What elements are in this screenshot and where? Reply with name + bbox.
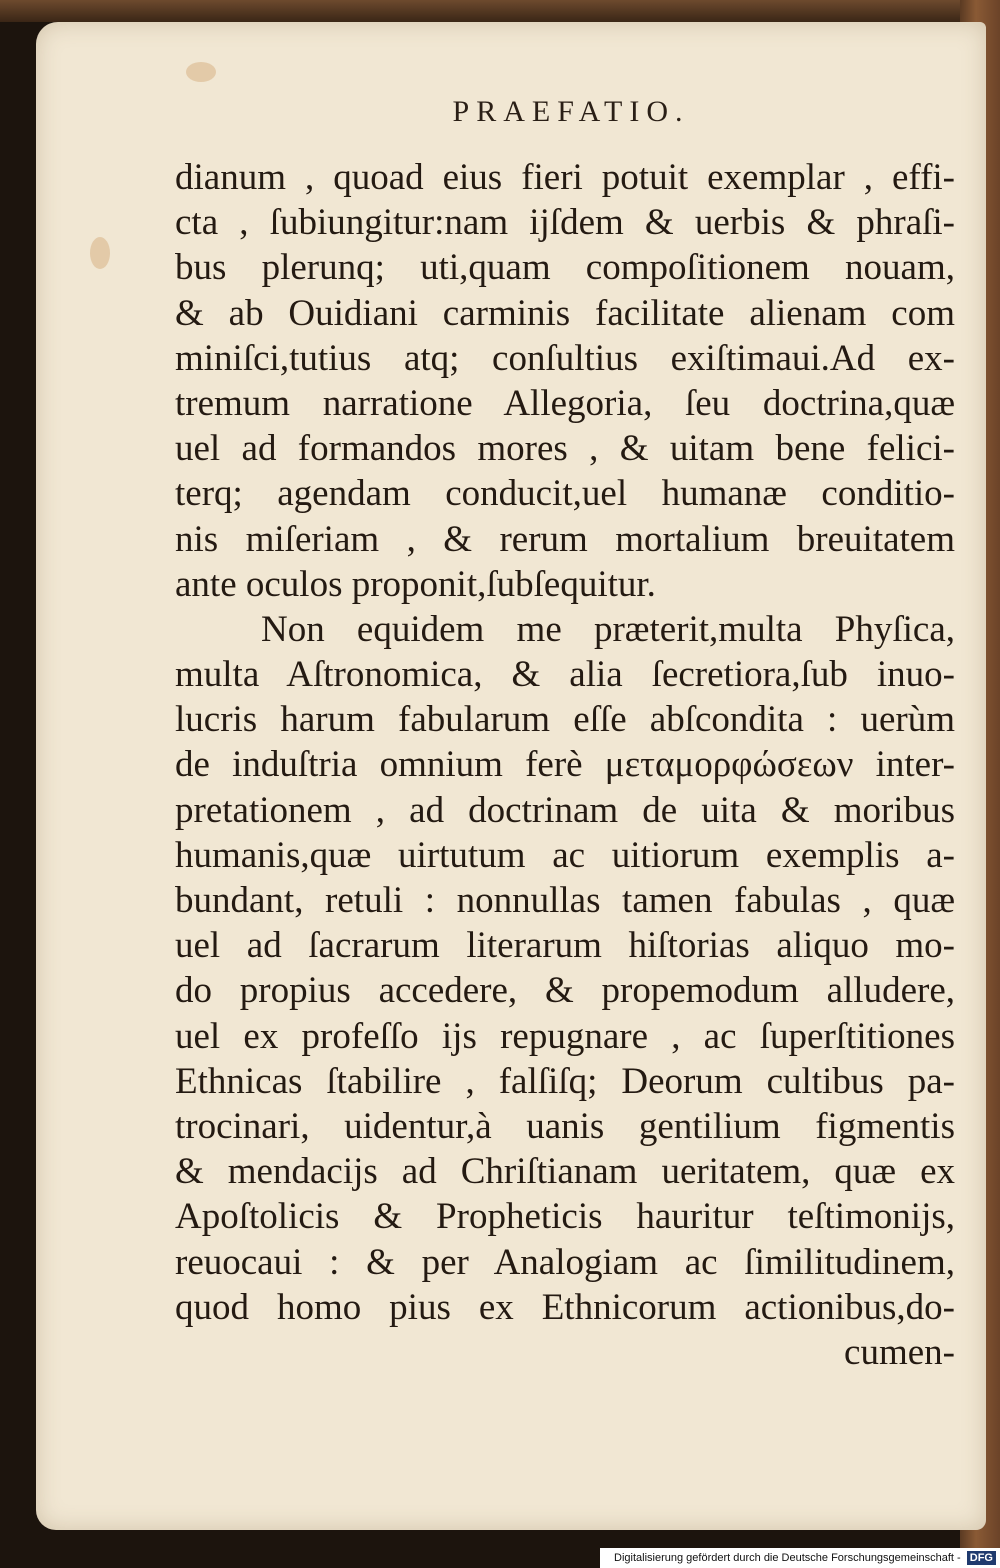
catchword: cumen- (844, 1331, 955, 1373)
text-line: pretationem , ad doctrinam de uita & moribus (175, 789, 955, 831)
text-line: ante oculos proponit,ſubſequitur. (175, 563, 656, 605)
digitization-credit (600, 1548, 1000, 1568)
text-line: dianum , quoad eius fieri potuit exemplar , effi- (175, 157, 955, 198)
dfg-logo: DFG (967, 1551, 996, 1565)
body-text (175, 155, 955, 1375)
text-line: terq; agendam conducit,uel humanæ conditio- (175, 473, 955, 515)
text-line: multa Aſtronomica, & alia ſecretiora,ſub inuo- (175, 654, 955, 696)
text-line: do propius accedere, & propemodum alludere, (175, 970, 955, 1012)
text-line: nis miſeriam , & rerum mortalium breuitatem (175, 518, 955, 560)
text-line: bus plerunq; uti,quam compoſitionem nouam, (175, 247, 955, 289)
text-line: Non equidem me præterit,multa Phyſica, (261, 608, 955, 650)
text-line: lucris harum fabularum eſſe abſcondita : uerùm (175, 699, 955, 741)
text-line: trocinari, uidentur,à uanis gentilium figmentis (175, 1105, 955, 1147)
text-line: Apoſtolicis & Propheticis hauritur teſtimonijs, (175, 1196, 955, 1238)
text-line: reuocaui : & per Analogiam ac ſimilitudinem, (175, 1241, 955, 1283)
text-line: humanis,quæ uirtutum ac uitiorum exemplis a- (175, 834, 955, 876)
book-top-edge (0, 0, 1000, 22)
text-line: Ethnicas ſtabilire , falſiſq; Deorum cultibus pa- (175, 1060, 955, 1102)
running-title: PRAEFATIO. (452, 95, 690, 128)
text-line: bundant, retuli : nonnullas tamen fabulas , quæ (175, 880, 955, 921)
text-line: miniſci,tutius atq; conſultius exiſtimaui.Ad ex- (175, 337, 955, 379)
text-line: de induſtria omnium ferè μεταμορφώσεων inter- (175, 744, 955, 786)
text-line: uel ad formandos mores , & uitam bene felici- (175, 428, 955, 470)
text-line: tremum narratione Allegoria, ſeu doctrina,quæ (175, 382, 955, 424)
text-line: & mendacijs ad Chriſtianam ueritatem, quæ ex (175, 1151, 955, 1193)
text-line: & ab Ouidiani carminis facilitate alienam com (175, 292, 955, 334)
credit-text: Digitalisierung gefördert durch die Deutsche Forschungsgemeinschaft - (614, 1552, 961, 1564)
stain-mark (90, 237, 110, 269)
text-line: uel ad ſacrarum literarum hiſtorias aliquo mo- (175, 925, 955, 967)
text-line: uel ex profeſſo ijs repugnare , ac ſuperſtitiones (175, 1015, 955, 1057)
text-line: cta , ſubiungitur:nam ijſdem & uerbis & phraſi- (175, 202, 955, 244)
text-line: quod homo pius ex Ethnicorum actionibus,do- (175, 1286, 955, 1328)
stain-mark (186, 62, 216, 82)
